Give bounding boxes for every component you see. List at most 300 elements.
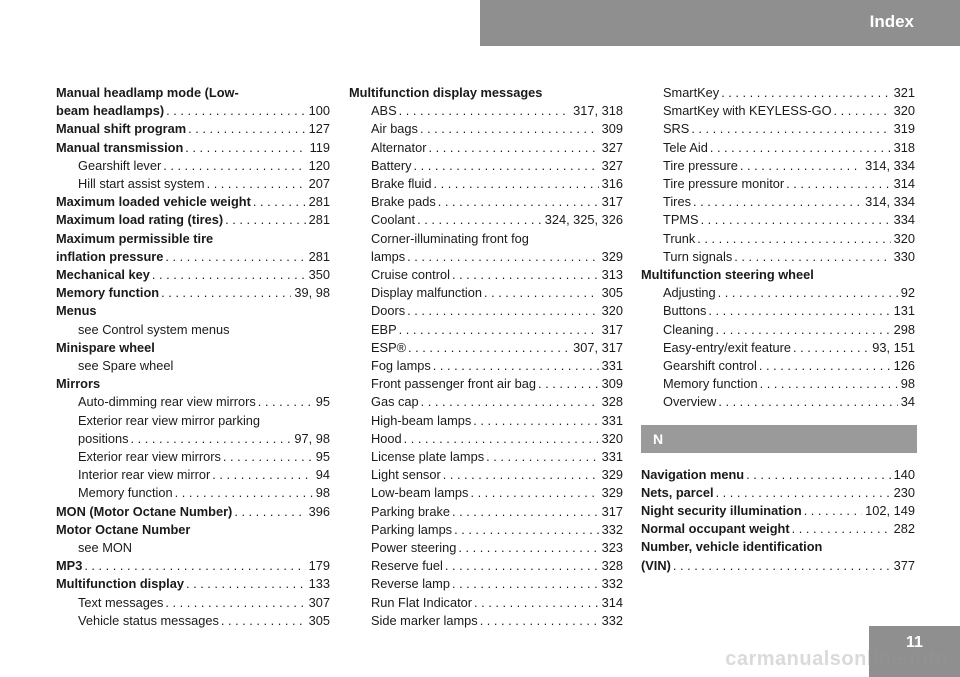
entry-term: ESP® — [371, 339, 407, 355]
entry-term: Run Flat Indicator — [371, 594, 473, 610]
entry-term: Parking lamps — [371, 521, 453, 537]
leader-dots — [474, 594, 599, 612]
leader-dots — [708, 302, 890, 320]
entry-term: Vehicle status messages — [78, 612, 219, 628]
leader-dots — [407, 248, 599, 266]
entry-pages[interactable]: 331 — [601, 358, 623, 374]
leader-dots — [792, 520, 891, 538]
entry-pages[interactable]: 328 — [601, 394, 623, 410]
index-subentry — [349, 575, 623, 593]
entry-pages[interactable]: 321 — [893, 85, 915, 100]
index-entry — [56, 266, 330, 284]
leader-dots — [221, 612, 306, 630]
entry-term: Low-beam lamps — [371, 485, 469, 501]
entry-pages[interactable]: 314 — [601, 594, 623, 610]
leader-dots — [258, 393, 313, 411]
section-header: N — [641, 425, 917, 453]
leader-dots — [212, 466, 313, 484]
index-entry — [641, 466, 915, 484]
entry-term: Trunk — [663, 230, 696, 246]
index-entry — [56, 557, 330, 575]
entry-pages[interactable]: 92 — [900, 285, 915, 301]
entry-pages[interactable]: 95 — [315, 394, 330, 410]
entry-pages[interactable]: 307 — [308, 594, 330, 610]
index-entry — [56, 193, 330, 211]
entry-term: Doors — [371, 303, 406, 319]
entry-pages[interactable]: 97, 98 — [294, 430, 330, 446]
leader-dots — [697, 230, 890, 248]
index-subentry — [349, 102, 623, 120]
index-subentry — [349, 521, 623, 539]
entry-pages[interactable]: 320 — [893, 230, 915, 246]
entry-term: EBP — [371, 321, 397, 337]
index-entry — [56, 139, 330, 157]
index-heading: Multifunction display messages — [349, 85, 543, 100]
index-entry — [56, 284, 330, 302]
index-subentry: Exterior rear view mirror parking — [78, 412, 261, 428]
leader-dots — [454, 521, 599, 539]
index-subentry — [56, 448, 330, 466]
index-subentry: see Control system menus — [78, 321, 230, 337]
entry-pages[interactable]: 316 — [601, 176, 623, 192]
entry-term: Navigation menu — [641, 466, 745, 482]
index-subentry: see Spare wheel — [78, 358, 174, 374]
index-subentry — [641, 175, 915, 193]
entry-term: SRS — [663, 121, 690, 137]
entry-pages[interactable]: 298 — [893, 321, 915, 337]
leader-dots — [407, 302, 599, 320]
entry-pages[interactable]: 133 — [308, 576, 330, 592]
index-subentry — [349, 266, 623, 284]
entry-term: Maximum loaded vehicle weight — [56, 194, 251, 210]
leader-dots — [131, 430, 292, 448]
entry-pages[interactable]: 281 — [308, 212, 330, 228]
index-subentry — [349, 339, 623, 357]
leader-dots — [452, 503, 599, 521]
entry-pages[interactable]: 307, 317 — [573, 339, 623, 355]
index-subentry — [56, 175, 330, 193]
entry-pages[interactable]: 396 — [308, 503, 330, 519]
index-entry — [56, 211, 330, 229]
entry-term: Maximum load rating (tires) — [56, 212, 224, 228]
entry-term: Parking brake — [371, 503, 450, 519]
entry-pages[interactable]: 305 — [308, 612, 330, 628]
leader-dots — [701, 211, 891, 229]
entry-term: Cruise control — [371, 267, 450, 283]
entry-pages[interactable]: 95 — [315, 449, 330, 465]
entry-pages[interactable]: 317 — [601, 503, 623, 519]
leader-dots — [433, 357, 599, 375]
entry-term: Normal occupant weight — [641, 521, 790, 537]
index-subentry — [56, 466, 330, 484]
index-entry — [56, 575, 330, 593]
entry-term: Front passenger front air bag — [371, 376, 537, 392]
entry-pages[interactable]: 120 — [308, 157, 330, 173]
index-subentry — [641, 139, 915, 157]
index-subentry — [641, 193, 915, 211]
entry-term: Alternator — [371, 139, 427, 155]
entry-pages[interactable]: 317 — [601, 194, 623, 210]
entry-pages[interactable]: 34 — [900, 394, 915, 410]
index-subentry — [641, 102, 915, 120]
index-subentry — [349, 484, 623, 502]
entry-term: Cleaning — [663, 321, 714, 337]
entry-term: Fog lamps — [371, 358, 431, 374]
entry-pages[interactable]: 93, 151 — [872, 339, 915, 355]
leader-dots — [399, 321, 599, 339]
entry-term: Brake pads — [371, 194, 436, 210]
leader-dots — [458, 539, 598, 557]
index-subentry — [349, 175, 623, 193]
index-heading: Mirrors — [56, 376, 101, 392]
index-column-1 — [56, 84, 330, 630]
entry-term: inflation pressure — [56, 248, 164, 264]
leader-dots — [759, 357, 891, 375]
entry-term: Light sensor — [371, 467, 441, 483]
index-entry — [56, 102, 330, 120]
entry-pages[interactable]: 98 — [315, 485, 330, 501]
entry-pages[interactable]: 318 — [893, 139, 915, 155]
index-subentry — [641, 84, 915, 102]
entry-term: Text messages — [78, 594, 164, 610]
entry-term: Air bags — [371, 121, 418, 137]
leader-dots — [445, 557, 599, 575]
index-heading: Maximum permissible tire — [56, 230, 214, 246]
header-tab — [480, 0, 960, 46]
entry-term: High-beam lamps — [371, 412, 472, 428]
entry-pages[interactable]: 126 — [893, 358, 915, 374]
leader-dots — [834, 102, 891, 120]
entry-term: Battery — [371, 157, 412, 173]
entry-term: Side marker lamps — [371, 612, 478, 628]
entry-term: Adjusting — [663, 285, 716, 301]
leader-dots — [710, 139, 891, 157]
index-subentry — [641, 248, 915, 266]
leader-dots — [473, 412, 598, 430]
index-subentry — [56, 484, 330, 502]
entry-pages[interactable]: 305 — [601, 285, 623, 301]
leader-dots — [428, 139, 598, 157]
entry-term: Gas cap — [371, 394, 419, 410]
entry-term: Power steering — [371, 540, 457, 556]
entry-term: Easy-entry/exit feature — [663, 339, 792, 355]
index-heading: Motor Octane Number — [56, 521, 191, 537]
leader-dots — [691, 120, 890, 138]
leader-dots — [188, 120, 306, 138]
index-subentry — [56, 157, 330, 175]
entry-term: (VIN) — [641, 557, 671, 573]
entry-pages[interactable]: 314, 334 — [865, 157, 915, 173]
entry-pages[interactable]: 140 — [893, 466, 915, 482]
entry-pages[interactable]: 94 — [315, 467, 330, 483]
entry-term: Display malfunction — [371, 285, 482, 301]
entry-term: Interior rear view mirror — [78, 467, 211, 483]
entry-term: Memory function — [663, 376, 758, 392]
leader-dots — [234, 503, 305, 521]
entry-term: lamps — [371, 248, 406, 264]
entry-pages[interactable]: 131 — [893, 303, 915, 319]
leader-dots — [538, 375, 599, 393]
leader-dots — [207, 175, 306, 193]
index-subentry — [641, 375, 915, 393]
entry-pages[interactable]: 334 — [893, 212, 915, 228]
leader-dots — [165, 594, 305, 612]
entry-term: Overview — [663, 394, 717, 410]
index-entry — [56, 503, 330, 521]
leader-dots — [793, 339, 869, 357]
entry-term: Multifunction display — [56, 576, 184, 592]
entry-pages[interactable]: 39, 98 — [294, 285, 330, 301]
leader-dots — [165, 248, 305, 266]
entry-pages[interactable]: 328 — [601, 558, 623, 574]
leader-dots — [746, 466, 891, 484]
entry-term: Brake fluid — [371, 176, 432, 192]
entry-pages[interactable]: 327 — [601, 157, 623, 173]
index-subentry — [349, 193, 623, 211]
leader-dots — [417, 211, 542, 229]
leader-dots — [152, 266, 306, 284]
leader-dots — [420, 120, 599, 138]
entry-pages[interactable]: 314, 334 — [865, 194, 915, 210]
leader-dots — [716, 484, 891, 502]
leader-dots — [163, 157, 305, 175]
entry-pages[interactable]: 320 — [893, 103, 915, 119]
entry-pages[interactable]: 327 — [601, 139, 623, 155]
entry-pages[interactable]: 281 — [308, 248, 330, 264]
index-subentry — [641, 339, 915, 357]
leader-dots — [421, 393, 599, 411]
entry-term: Mechanical key — [56, 267, 150, 283]
entry-pages[interactable]: 309 — [601, 121, 623, 137]
index-subentry — [641, 211, 915, 229]
leader-dots — [185, 139, 306, 157]
leader-dots — [452, 266, 599, 284]
leader-dots — [166, 102, 306, 120]
entry-term: Memory function — [78, 485, 173, 501]
index-subentry — [349, 503, 623, 521]
index-subentry — [349, 412, 623, 430]
leader-dots — [470, 484, 598, 502]
entry-pages[interactable]: 98 — [900, 376, 915, 392]
index-subentry — [349, 594, 623, 612]
entry-term: beam headlamps) — [56, 103, 165, 119]
index-subentry: Corner-illuminating front fog — [371, 230, 529, 246]
leader-dots — [404, 430, 599, 448]
entry-pages[interactable]: 331 — [601, 412, 623, 428]
entry-term: TPMS — [663, 212, 699, 228]
index-entry — [641, 557, 915, 575]
index-subentry — [349, 539, 623, 557]
leader-dots — [414, 157, 599, 175]
index-heading: Multifunction steering wheel — [641, 267, 814, 283]
entry-term: SmartKey — [663, 85, 720, 100]
entry-pages[interactable]: 329 — [601, 485, 623, 501]
leader-dots — [433, 175, 598, 193]
index-subentry — [56, 393, 330, 411]
leader-dots — [480, 612, 599, 630]
entry-pages[interactable]: 207 — [308, 176, 330, 192]
entry-pages[interactable]: 330 — [893, 248, 915, 264]
index-entry — [641, 484, 915, 502]
index-subentry — [641, 157, 915, 175]
index-subentry — [349, 211, 623, 229]
entry-term: MON (Motor Octane Number) — [56, 503, 233, 519]
index-entry — [56, 120, 330, 138]
index-subentry — [641, 284, 915, 302]
index-subentry — [349, 430, 623, 448]
leader-dots — [452, 575, 599, 593]
leader-dots — [223, 448, 313, 466]
index-subentry — [641, 230, 915, 248]
entry-term: Manual transmission — [56, 139, 184, 155]
entry-term: Tires — [663, 194, 691, 210]
index-subentry — [349, 375, 623, 393]
entry-term: Reserve fuel — [371, 558, 443, 574]
index-subentry — [56, 594, 330, 612]
leader-dots — [225, 211, 306, 229]
watermark: carmanualsonline.info — [725, 648, 948, 670]
entry-pages[interactable]: 282 — [893, 521, 915, 537]
leader-dots — [721, 84, 890, 102]
index-column-2 — [349, 84, 623, 630]
entry-pages[interactable]: 119 — [309, 139, 330, 155]
entry-term: SmartKey with KEYLESS-GO — [663, 103, 832, 119]
entry-pages[interactable]: 100 — [308, 103, 330, 119]
entry-term: MP3 — [56, 558, 83, 574]
entry-term: Exterior rear view mirrors — [78, 449, 221, 465]
entry-pages[interactable]: 320 — [601, 303, 623, 319]
index-subentry — [641, 120, 915, 138]
index-entry — [641, 520, 915, 538]
entry-term: Turn signals — [663, 248, 733, 264]
leader-dots — [186, 575, 306, 593]
entry-term: Reverse lamp — [371, 576, 450, 592]
entry-pages[interactable]: 127 — [308, 121, 330, 137]
entry-term: Tire pressure monitor — [663, 176, 785, 192]
entry-pages[interactable]: 317 — [601, 321, 623, 337]
index-subentry — [56, 430, 330, 448]
leader-dots — [175, 484, 313, 502]
leader-dots — [253, 193, 306, 211]
leader-dots — [804, 502, 862, 520]
entry-term: Nets, parcel — [641, 484, 714, 500]
leader-dots — [734, 248, 890, 266]
index-subentry: see MON — [78, 540, 133, 556]
entry-pages[interactable]: 329 — [601, 467, 623, 483]
entry-pages[interactable]: 320 — [601, 430, 623, 446]
leader-dots — [399, 102, 571, 120]
leader-dots — [443, 466, 599, 484]
index-subentry — [349, 321, 623, 339]
entry-term: Auto-dimming rear view mirrors — [78, 394, 256, 410]
page-title: Index — [869, 12, 914, 31]
entry-pages[interactable]: 179 — [308, 558, 330, 574]
leader-dots — [486, 448, 599, 466]
leader-dots — [718, 284, 898, 302]
index-subentry — [641, 393, 915, 411]
entry-pages[interactable]: 230 — [893, 484, 915, 500]
index-entry — [641, 502, 915, 520]
leader-dots — [740, 157, 862, 175]
entry-pages[interactable]: 332 — [601, 576, 623, 592]
entry-term: Hood — [371, 430, 402, 446]
entry-pages[interactable]: 281 — [308, 194, 330, 210]
entry-pages[interactable]: 332 — [601, 612, 623, 628]
index-subentry — [641, 302, 915, 320]
index-subentry — [349, 466, 623, 484]
index-subentry — [349, 393, 623, 411]
leader-dots — [718, 393, 897, 411]
entry-pages[interactable]: 377 — [893, 557, 915, 573]
page-number: 11 — [906, 634, 923, 651]
entry-pages[interactable]: 313 — [601, 267, 623, 283]
index-subentry — [349, 557, 623, 575]
index-subentry — [349, 248, 623, 266]
index-subentry — [641, 321, 915, 339]
leader-dots — [673, 557, 891, 575]
index-subentry — [349, 357, 623, 375]
entry-term: Memory function — [56, 285, 160, 301]
entry-pages[interactable]: 350 — [308, 267, 330, 283]
index-subentry — [349, 139, 623, 157]
entry-term: Tire pressure — [663, 157, 738, 173]
entry-term: License plate lamps — [371, 449, 485, 465]
entry-pages[interactable]: 324, 325, 326 — [544, 212, 623, 228]
entry-term: ABS — [371, 103, 397, 119]
index-subentry — [349, 157, 623, 175]
entry-pages[interactable]: 317, 318 — [573, 103, 623, 119]
entry-term: positions — [78, 430, 129, 446]
leader-dots — [161, 284, 291, 302]
entry-term: Night security illumination — [641, 503, 802, 519]
entry-pages[interactable]: 331 — [601, 449, 623, 465]
leader-dots — [760, 375, 898, 393]
index-heading: Manual headlamp mode (Low- — [56, 85, 239, 100]
leader-dots — [438, 193, 599, 211]
index-subentry — [349, 284, 623, 302]
leader-dots — [786, 175, 891, 193]
index-heading: Menus — [56, 303, 97, 319]
index-subentry — [349, 120, 623, 138]
leader-dots — [716, 321, 891, 339]
leader-dots — [693, 193, 862, 211]
entry-pages[interactable]: 309 — [601, 376, 623, 392]
index-column-3 — [641, 84, 915, 575]
leader-dots — [408, 339, 570, 357]
index-entry — [56, 248, 330, 266]
entry-term: Tele Aid — [663, 139, 708, 155]
entry-term: Coolant — [371, 212, 416, 228]
entry-pages[interactable]: 319 — [893, 121, 915, 137]
leader-dots — [84, 557, 305, 575]
index-subentry — [56, 612, 330, 630]
entry-term: Gearshift lever — [78, 157, 162, 173]
entry-pages[interactable]: 329 — [601, 248, 623, 264]
index-subentry — [349, 302, 623, 320]
leader-dots — [484, 284, 599, 302]
index-heading: Number, vehicle identification — [641, 539, 823, 555]
entry-pages[interactable]: 102, 149 — [865, 503, 915, 519]
index-heading: Minispare wheel — [56, 339, 155, 355]
entry-term: Hill start assist system — [78, 176, 205, 192]
index-subentry — [349, 612, 623, 630]
entry-term: Manual shift program — [56, 121, 187, 137]
entry-term: Buttons — [663, 303, 707, 319]
entry-pages[interactable]: 323 — [601, 540, 623, 556]
entry-term: Gearshift control — [663, 358, 757, 374]
entry-pages[interactable]: 332 — [601, 521, 623, 537]
entry-pages[interactable]: 314 — [893, 176, 915, 192]
